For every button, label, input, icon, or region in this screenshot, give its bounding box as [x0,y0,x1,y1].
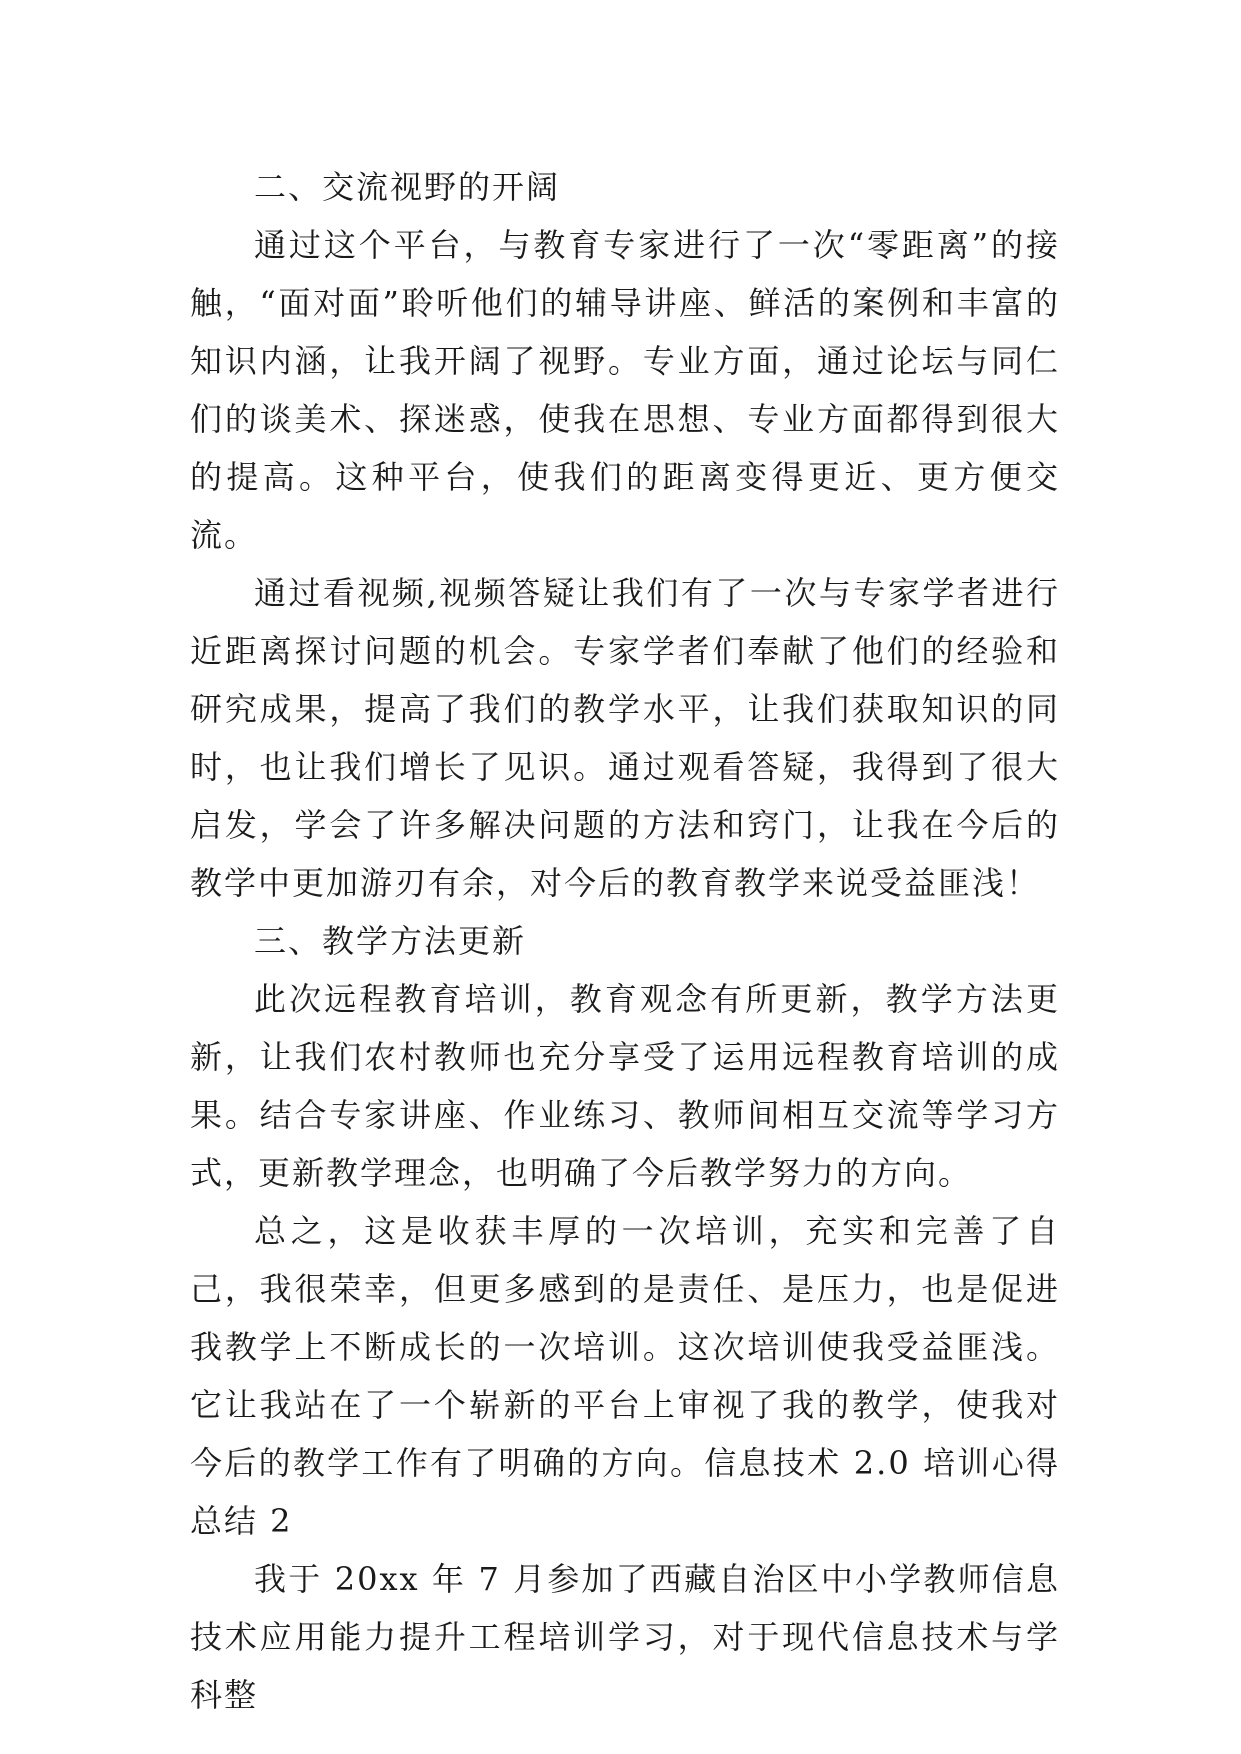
document-body [190,158,1060,1724]
paragraph-methods: 此次远程教育培训，教育观念有所更新，教学方法更新，让我们农村教师也充分享受了运用远程教育培训的成果。结合专家讲座、作业练习、教师间相互交流等学习方式，更新教学理念，也明确了今后教学努力的方向。 [190,980,1060,1192]
paragraph-summary: 总之，这是收获丰厚的一次培训，充实和完善了自己，我很荣幸，但更多感到的是责任、是压力，也是促进我教学上不断成长的一次培训。这次培训使我受益匪浅。它让我站在了一个崭新的平台上审视了我的教学，使我对今后的教学工作有了明确的方向。信息技术 2.0 培训心得总结 2 [190,1212,1060,1540]
paragraph-intro-2: 我于 20xx 年 7 月参加了西藏自治区中小学教师信息技术应用能力提升工程培训学习，对于现代信息技术与学科整 [190,1560,1060,1714]
section-heading-3: 三、教学方法更新 [254,922,527,960]
paragraph-platform: 通过这个平台，与教育专家进行了一次“零距离”的接触，“面对面”聆听他们的辅导讲座、鲜活的案例和丰富的知识内涵，让我开阔了视野。专业方面，通过论坛与同仁们的谈美术、探迷惑，使我在思想、专业方面都得到很大的提高。这种平台，使我们的距离变得更近、更方便交流。 [190,226,1060,554]
paragraph-video: 通过看视频,视频答疑让我们有了一次与专家学者进行近距离探讨问题的机会。专家学者们奉献了他们的经验和研究成果，提高了我们的教学水平，让我们获取知识的同时，也让我们增长了见识。通过观看答疑，我得到了很大启发，学会了许多解决问题的方法和窍门，让我在今后的教学中更加游刃有余，对今后的教育教学来说受益匪浅！ [190,574,1060,902]
section-heading-2: 二、交流视野的开阔 [254,168,561,206]
